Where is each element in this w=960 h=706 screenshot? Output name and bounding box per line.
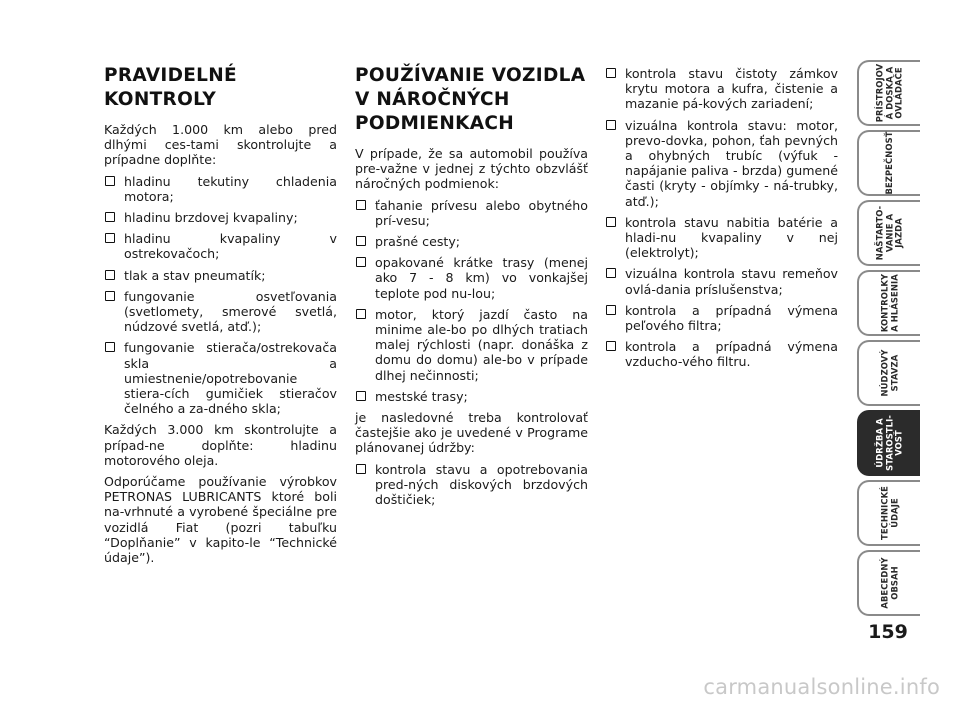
checkbox-bullet-icon	[606, 341, 616, 351]
list-item: kontrola stavu nabitia batérie a hladi-nu kvapaliny v nej (elektrolyt);	[605, 215, 838, 261]
checkbox-bullet-icon	[606, 68, 616, 78]
severe-conditions-intro: V prípade, že sa automobil používa pre-važne v jednej z týchto obzvlášť náročných podmienok:	[355, 146, 588, 192]
checkbox-bullet-icon	[606, 120, 616, 130]
list-item: ťahanie prívesu alebo obytného prí-vesu;	[355, 198, 588, 228]
checkbox-bullet-icon	[105, 233, 115, 243]
tab-emergency[interactable]: NÚDZOVÝ STAVZA	[857, 340, 920, 406]
checkbox-bullet-icon	[356, 391, 366, 401]
section-title-severe-conditions: POUŽÍVANIE VOZIDLA V NÁROČNÝCH PODMIENKACH	[355, 65, 586, 134]
tab-index[interactable]: ABECEDNÝ OBSAH	[857, 550, 920, 616]
tab-warning-lights[interactable]: KONTROLKY A HLÁSENIA	[857, 270, 920, 336]
list-item: hladinu brzdovej kvapaliny;	[104, 210, 337, 225]
list-item: kontrola a prípadná výmena vzducho-vého filtru.	[605, 339, 838, 369]
checkbox-bullet-icon	[356, 236, 366, 246]
column-severe-conditions	[355, 64, 588, 513]
list-item: opakované krátke trasy (menej ako 7 - 8 km) vo vonkajšej teplote pod nu-lou;	[355, 255, 588, 301]
column-regular-checks	[104, 64, 337, 571]
severe-conditions-list	[355, 198, 588, 404]
frequent-checks-list-continued	[605, 66, 838, 370]
list-item: tlak a stav pneumatík;	[104, 268, 337, 283]
list-item: vizuálna kontrola stavu: motor, prevo-dovka, pohon, ťah pevných a ohybných trubíc (výfuk - napájanie paliva - brzda) gumené časti (kryty - objímky - ná-trubky, atď.);	[605, 118, 838, 209]
list-item: prašné cesty;	[355, 234, 588, 249]
tab-instruments-controls[interactable]: PRÍSTROJOV Á DOSKA A OVLÁDAČE	[857, 60, 920, 126]
tab-starting-driving[interactable]: NAŠTARTO- VANIE A JAZDA	[857, 200, 920, 266]
list-item: vizuálna kontrola stavu remeňov ovlá-dania príslušenstva;	[605, 266, 838, 296]
checkbox-bullet-icon	[105, 270, 115, 280]
checkbox-bullet-icon	[105, 342, 115, 352]
lubricants-paragraph: Odporúčame používanie výrobkov PETRONAS LUBRICANTS ktoré boli na-vrhnuté a vyrobené špeciálne pre vozidlá Fiat (pozri tabuľku “Doplňanie” v kapito-le “Technické údaje”).	[104, 474, 337, 566]
tab-maintenance-care[interactable]: ÚDRŽBA A STAROSTLI- VOSŤ	[857, 410, 920, 476]
watermark: carmanualsonline.info	[703, 675, 940, 699]
section-title-regular-checks: PRAVIDELNÉ KONTROLY	[104, 65, 237, 110]
list-item: motor, ktorý jazdí často na minime ale-bo po dlhých tratiach malej rýchlosti (napr. donáška z domu do domu) ale-bo v prípade dlhej nečinnosti;	[355, 307, 588, 383]
list-item: mestské trasy;	[355, 389, 588, 404]
checkbox-bullet-icon	[356, 200, 366, 210]
tab-technical-data[interactable]: TECHNICKÉ ÚDAJE	[857, 480, 920, 546]
checkbox-bullet-icon	[606, 217, 616, 227]
checkbox-bullet-icon	[606, 305, 616, 315]
regular-checks-intro: Každých 1.000 km alebo pred dlhými ces-tami skontrolujte a prípadne doplňte:	[104, 122, 337, 168]
page-number: 159	[868, 621, 908, 643]
list-item: hladinu tekutiny chladenia motora;	[104, 174, 337, 204]
checkbox-bullet-icon	[356, 464, 366, 474]
list-item: kontrola stavu a opotrebovania pred-ných diskových brzdových doštičiek;	[355, 462, 588, 508]
frequent-checks-paragraph: je nasledovné treba kontrolovať častejšie ako je uvedené v Programe plánovanej údržby:	[355, 410, 588, 456]
tab-safety[interactable]: BEZPEČNOSŤ	[857, 130, 920, 196]
frequent-checks-list	[355, 462, 588, 508]
checkbox-bullet-icon	[606, 268, 616, 278]
checkbox-bullet-icon	[105, 212, 115, 222]
list-item: kontrola stavu čistoty zámkov krytu motora a kufra, čistenie a mazanie pá-kových zariadení;	[605, 66, 838, 112]
checkbox-bullet-icon	[356, 257, 366, 267]
list-item: fungovanie stierača/ostrekovača skla a umiestnenie/opotrebovanie stiera-cích gumičiek stieračov čelného a za-dného skla;	[104, 340, 337, 416]
regular-checks-list	[104, 174, 337, 417]
checkbox-bullet-icon	[105, 176, 115, 186]
list-item: fungovanie osvetľovania (svetlomety, smerové svetlá, núdzové svetlá, atď.);	[104, 289, 337, 335]
oil-check-paragraph: Každých 3.000 km skontrolujte a prípad-ne doplňte: hladinu motorového oleja.	[104, 422, 337, 468]
checkbox-bullet-icon	[356, 309, 366, 319]
list-item: hladinu kvapaliny v ostrekovačoch;	[104, 231, 337, 261]
column-frequent-checks-continued	[605, 66, 838, 376]
checkbox-bullet-icon	[105, 291, 115, 301]
list-item: kontrola a prípadná výmena peľového filtra;	[605, 303, 838, 333]
